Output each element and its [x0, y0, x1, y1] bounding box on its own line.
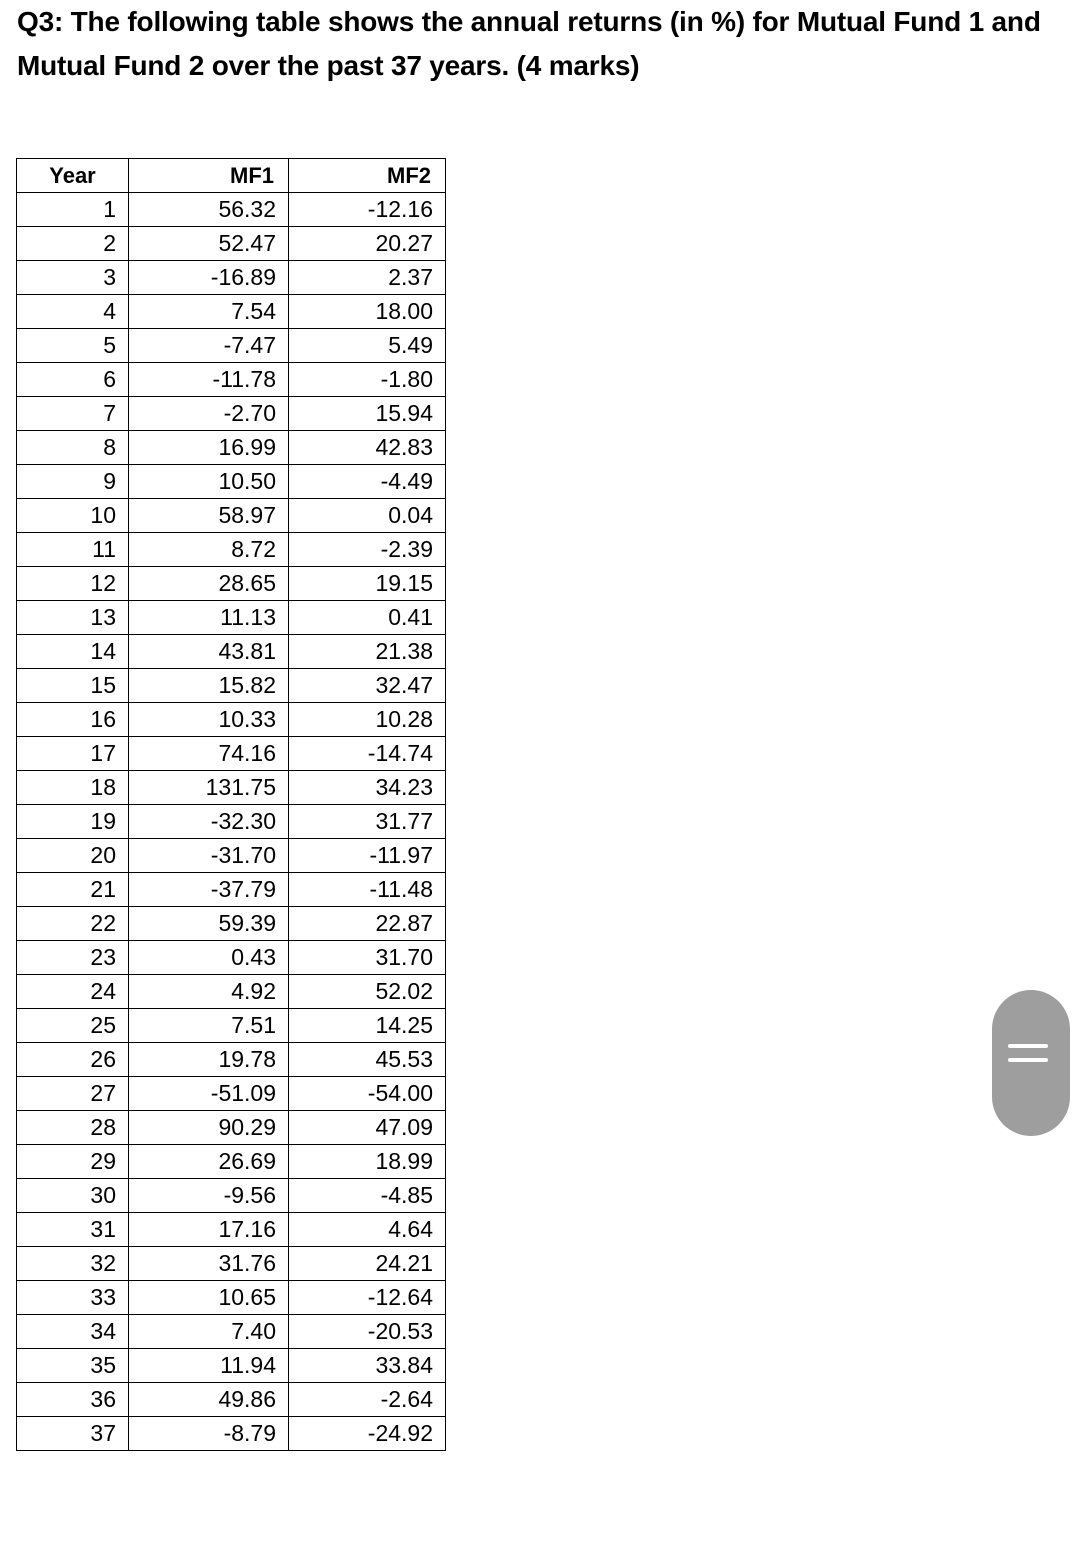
table-row — [17, 839, 446, 873]
table-row — [17, 1417, 446, 1451]
year-cell: 8 — [17, 431, 129, 465]
mf1-cell: 43.81 — [129, 635, 289, 669]
year-cell: 23 — [17, 941, 129, 975]
mf1-cell: 28.65 — [129, 567, 289, 601]
mf1-cell: 8.72 — [129, 533, 289, 567]
year-cell: 22 — [17, 907, 129, 941]
table-row — [17, 737, 446, 771]
mf2-cell: 0.41 — [289, 601, 446, 635]
year-cell: 5 — [17, 329, 129, 363]
question-line-1: Q3: The following table shows the annual returns (in %) for Mutual Fund 1 and — [17, 6, 1041, 37]
mf1-cell: 19.78 — [129, 1043, 289, 1077]
year-cell: 2 — [17, 227, 129, 261]
table-row — [17, 975, 446, 1009]
table-row — [17, 1043, 446, 1077]
mf2-cell: 4.64 — [289, 1213, 446, 1247]
mf2-cell: -4.49 — [289, 465, 446, 499]
mf1-cell: -37.79 — [129, 873, 289, 907]
mf2-cell: 34.23 — [289, 771, 446, 805]
mf2-cell: 31.70 — [289, 941, 446, 975]
table-row — [17, 363, 446, 397]
mf2-cell: 22.87 — [289, 907, 446, 941]
year-cell: 6 — [17, 363, 129, 397]
column-header-mf2: MF2 — [289, 159, 446, 193]
table-row — [17, 1111, 446, 1145]
year-cell: 21 — [17, 873, 129, 907]
table-row — [17, 261, 446, 295]
year-cell: 18 — [17, 771, 129, 805]
table-row — [17, 227, 446, 261]
table-row — [17, 873, 446, 907]
table-row — [17, 771, 446, 805]
table-row — [17, 703, 446, 737]
mf1-cell: 17.16 — [129, 1213, 289, 1247]
mf1-cell: 131.75 — [129, 771, 289, 805]
year-cell: 28 — [17, 1111, 129, 1145]
year-cell: 27 — [17, 1077, 129, 1111]
mf2-cell: 32.47 — [289, 669, 446, 703]
mf2-cell: -24.92 — [289, 1417, 446, 1451]
table-row — [17, 431, 446, 465]
table-row — [17, 533, 446, 567]
mf2-cell: 52.02 — [289, 975, 446, 1009]
table-body — [17, 193, 446, 1451]
mf2-cell: 20.27 — [289, 227, 446, 261]
drag-handle-icon[interactable] — [992, 990, 1070, 1136]
mf2-cell: 18.99 — [289, 1145, 446, 1179]
year-cell: 11 — [17, 533, 129, 567]
mf2-cell: 15.94 — [289, 397, 446, 431]
mf2-cell: 10.28 — [289, 703, 446, 737]
mf1-cell: 59.39 — [129, 907, 289, 941]
mf1-cell: -9.56 — [129, 1179, 289, 1213]
mf2-cell: -4.85 — [289, 1179, 446, 1213]
table-row — [17, 1009, 446, 1043]
mf2-cell: -1.80 — [289, 363, 446, 397]
year-cell: 1 — [17, 193, 129, 227]
mf2-cell: 18.00 — [289, 295, 446, 329]
mf2-cell: -11.48 — [289, 873, 446, 907]
year-cell: 25 — [17, 1009, 129, 1043]
table-row — [17, 601, 446, 635]
year-cell: 34 — [17, 1315, 129, 1349]
mf1-cell: 16.99 — [129, 431, 289, 465]
year-cell: 9 — [17, 465, 129, 499]
table-row — [17, 669, 446, 703]
mf1-cell: 7.40 — [129, 1315, 289, 1349]
mf2-cell: 19.15 — [289, 567, 446, 601]
year-cell: 19 — [17, 805, 129, 839]
year-cell: 16 — [17, 703, 129, 737]
mf1-cell: 58.97 — [129, 499, 289, 533]
year-cell: 20 — [17, 839, 129, 873]
mf2-cell: -2.39 — [289, 533, 446, 567]
mf2-cell: 21.38 — [289, 635, 446, 669]
table-row — [17, 1281, 446, 1315]
mf1-cell: 0.43 — [129, 941, 289, 975]
mf1-cell: 74.16 — [129, 737, 289, 771]
year-cell: 37 — [17, 1417, 129, 1451]
year-cell: 36 — [17, 1383, 129, 1417]
table-row — [17, 805, 446, 839]
mf2-cell: 2.37 — [289, 261, 446, 295]
mf1-cell: -32.30 — [129, 805, 289, 839]
year-cell: 31 — [17, 1213, 129, 1247]
year-cell: 3 — [17, 261, 129, 295]
table-row — [17, 1383, 446, 1417]
mf2-cell: -11.97 — [289, 839, 446, 873]
mf2-cell: 33.84 — [289, 1349, 446, 1383]
table-row — [17, 1349, 446, 1383]
column-header-mf1: MF1 — [129, 159, 289, 193]
mf1-cell: 49.86 — [129, 1383, 289, 1417]
year-cell: 24 — [17, 975, 129, 1009]
handle-bar — [1008, 1044, 1048, 1048]
mf1-cell: 11.94 — [129, 1349, 289, 1383]
mf1-cell: -51.09 — [129, 1077, 289, 1111]
mf1-cell: 10.50 — [129, 465, 289, 499]
mf1-cell: 10.65 — [129, 1281, 289, 1315]
year-cell: 14 — [17, 635, 129, 669]
mf2-cell: 31.77 — [289, 805, 446, 839]
table-header-row — [17, 159, 446, 193]
year-cell: 32 — [17, 1247, 129, 1281]
mf1-cell: 26.69 — [129, 1145, 289, 1179]
question-text — [17, 0, 1077, 88]
year-cell: 12 — [17, 567, 129, 601]
mf2-cell: 14.25 — [289, 1009, 446, 1043]
table-row — [17, 499, 446, 533]
mf1-cell: -8.79 — [129, 1417, 289, 1451]
table-row — [17, 1077, 446, 1111]
mf1-cell: -11.78 — [129, 363, 289, 397]
year-cell: 30 — [17, 1179, 129, 1213]
column-header-year: Year — [17, 159, 129, 193]
mf1-cell: 7.51 — [129, 1009, 289, 1043]
table-row — [17, 1247, 446, 1281]
year-cell: 4 — [17, 295, 129, 329]
table-row — [17, 907, 446, 941]
table-row — [17, 1145, 446, 1179]
question-line-2: Mutual Fund 2 over the past 37 years. (4 marks) — [17, 50, 640, 81]
year-cell: 33 — [17, 1281, 129, 1315]
mf1-cell: -7.47 — [129, 329, 289, 363]
mf1-cell: 7.54 — [129, 295, 289, 329]
mf2-cell: -2.64 — [289, 1383, 446, 1417]
year-cell: 10 — [17, 499, 129, 533]
year-cell: 7 — [17, 397, 129, 431]
handle-bar — [1008, 1058, 1048, 1062]
table-row — [17, 635, 446, 669]
mf1-cell: 31.76 — [129, 1247, 289, 1281]
table-row — [17, 1315, 446, 1349]
mf2-cell: 42.83 — [289, 431, 446, 465]
mf2-cell: 45.53 — [289, 1043, 446, 1077]
table-row — [17, 567, 446, 601]
mf2-cell: -12.64 — [289, 1281, 446, 1315]
year-cell: 13 — [17, 601, 129, 635]
mf1-cell: -2.70 — [129, 397, 289, 431]
year-cell: 26 — [17, 1043, 129, 1077]
mf1-cell: 15.82 — [129, 669, 289, 703]
year-cell: 29 — [17, 1145, 129, 1179]
mf2-cell: 5.49 — [289, 329, 446, 363]
mf1-cell: 52.47 — [129, 227, 289, 261]
mf1-cell: 4.92 — [129, 975, 289, 1009]
mf2-cell: -54.00 — [289, 1077, 446, 1111]
mf1-cell: 56.32 — [129, 193, 289, 227]
table-row — [17, 465, 446, 499]
mf2-cell: -12.16 — [289, 193, 446, 227]
mf2-cell: 0.04 — [289, 499, 446, 533]
table-row — [17, 193, 446, 227]
year-cell: 15 — [17, 669, 129, 703]
table-row — [17, 1213, 446, 1247]
year-cell: 35 — [17, 1349, 129, 1383]
table-row — [17, 397, 446, 431]
table-row — [17, 1179, 446, 1213]
mf2-cell: -14.74 — [289, 737, 446, 771]
year-cell: 17 — [17, 737, 129, 771]
table-row — [17, 295, 446, 329]
table-row — [17, 329, 446, 363]
mf2-cell: -20.53 — [289, 1315, 446, 1349]
mf1-cell: 90.29 — [129, 1111, 289, 1145]
mf2-cell: 24.21 — [289, 1247, 446, 1281]
returns-table — [16, 158, 446, 1451]
mf2-cell: 47.09 — [289, 1111, 446, 1145]
mf1-cell: -16.89 — [129, 261, 289, 295]
mf1-cell: -31.70 — [129, 839, 289, 873]
table-row — [17, 941, 446, 975]
mf1-cell: 11.13 — [129, 601, 289, 635]
mf1-cell: 10.33 — [129, 703, 289, 737]
